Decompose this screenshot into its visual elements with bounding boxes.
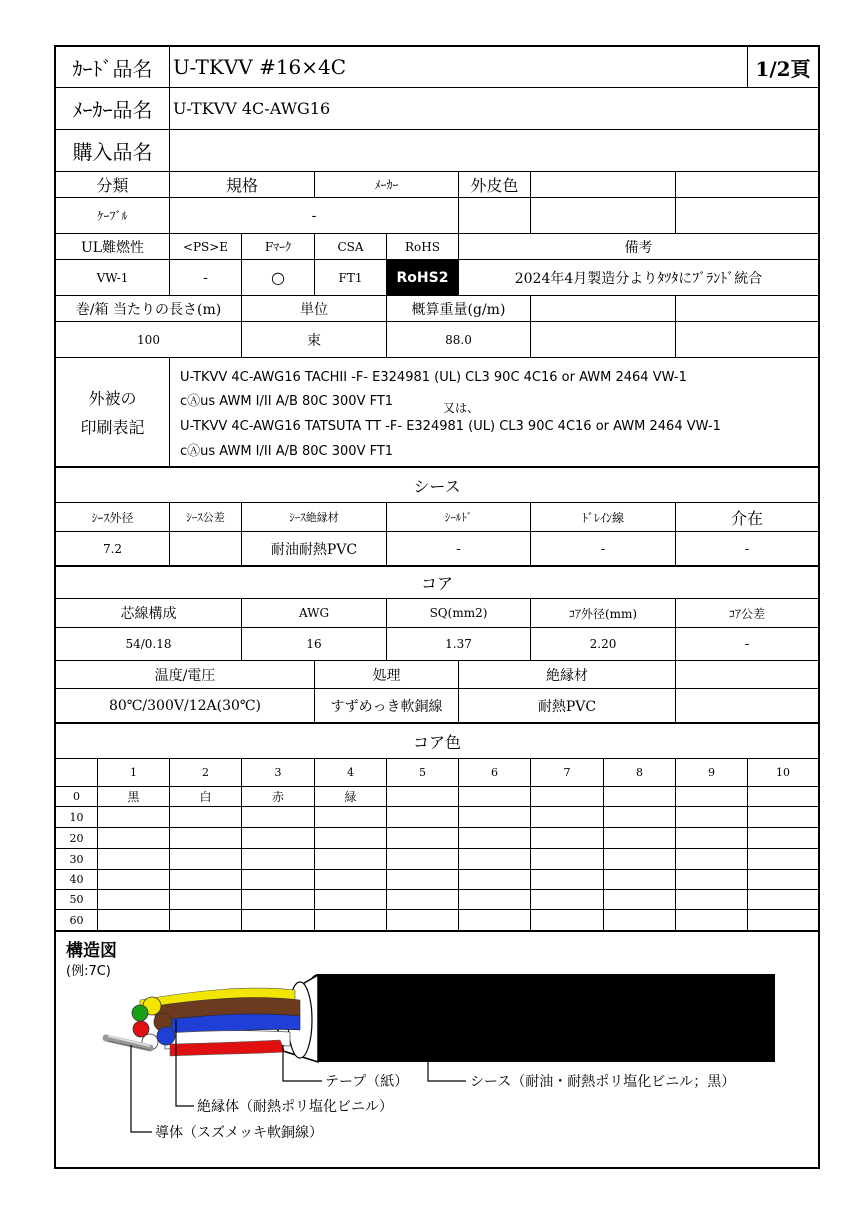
f-mark-header: Fﾏｰｸ xyxy=(264,240,292,254)
sq-header: SQ(mm2) xyxy=(429,606,488,620)
ul-flame-value: VW-1 xyxy=(96,270,129,285)
unit-value: 束 xyxy=(307,332,321,349)
color-cell: 緑 xyxy=(344,790,357,804)
unit-header: 単位 xyxy=(300,301,328,318)
outer-color-header: 外皮色 xyxy=(470,176,519,195)
color-row-label: 60 xyxy=(69,913,84,927)
rohs-header: RoHS xyxy=(405,239,440,254)
insulated-cores xyxy=(132,988,300,1056)
sheath-label: シース（耐油・耐熱ポリ塩化ビニル；黒） xyxy=(470,1074,736,1090)
sheath-material-header: ｼｰｽ絶縁材 xyxy=(289,511,339,524)
reel-length-value: 100 xyxy=(137,332,160,347)
color-row-label: 40 xyxy=(69,873,84,886)
tape-label: テープ（紙） xyxy=(325,1074,409,1090)
rohs-badge: RoHS2 xyxy=(387,260,458,295)
temp-voltage-header: 温度/電圧 xyxy=(154,667,216,684)
color-col-header: 10 xyxy=(776,766,790,779)
weight-value: 88.0 xyxy=(445,332,472,347)
ul-flame-header: UL難燃性 xyxy=(80,239,145,256)
color-col-header: 5 xyxy=(419,766,426,779)
weight-header: 概算重量(g/m) xyxy=(411,301,506,318)
insulator-label: 絶縁体（耐熱ポリ塩化ビニル） xyxy=(197,1099,393,1115)
printing-line-1: U-TKVV 4C-AWG16 TACHII -F- E324981 (UL) CL3 90C 4C16 or AWM 2464 VW-1 xyxy=(180,370,687,385)
structure-title: 構造図 xyxy=(66,940,117,959)
sheath-section-title: シース xyxy=(413,476,461,496)
printing-label-1: 外被の xyxy=(88,388,137,408)
csa-header: CSA xyxy=(337,239,364,254)
sheath-tol-header: ｼｰｽ公差 xyxy=(186,511,225,524)
pse-header: <PS>E xyxy=(182,239,229,254)
printing-line-3: U-TKVV 4C-AWG16 TATSUTA TT -F- E324981 (UL) CL3 90C 4C16 or AWM 2464 VW-1 xyxy=(180,419,721,434)
maker-name-value: U-TKVV 4C-AWG16 xyxy=(173,99,331,118)
treatment-header: 処理 xyxy=(372,667,401,684)
sheath-od-value: 7.2 xyxy=(102,541,123,556)
color-row-label: 20 xyxy=(69,831,84,845)
core-od-value: 2.20 xyxy=(589,637,617,651)
sheath-body xyxy=(318,974,775,1062)
color-col-header: 6 xyxy=(491,766,498,779)
page-number: 1/2頁 xyxy=(755,56,811,81)
sheath-od-header: ｼｰｽ外径 xyxy=(91,510,134,525)
drain-header: ﾄﾞﾚｲﾝ線 xyxy=(581,510,624,525)
color-cell: 黒 xyxy=(127,790,140,804)
color-cell: 白 xyxy=(199,790,212,804)
csa-value: FT1 xyxy=(338,270,363,285)
card-name-label: ｶｰﾄﾞ品名 xyxy=(72,56,153,81)
printing-or: 又は、 xyxy=(443,401,480,415)
color-row-label: 0 xyxy=(73,790,80,803)
strand-header: 芯線構成 xyxy=(120,606,177,622)
shield-value: - xyxy=(456,540,461,557)
insulation-header: 絶縁材 xyxy=(546,667,588,684)
purchase-name-label: 購入品名 xyxy=(72,140,153,164)
shield-header: ｼｰﾙﾄﾞ xyxy=(444,511,473,524)
printing-line-2: cⒶus AWM I/II A/B 80C 300V FT1 xyxy=(180,394,394,409)
color-cell: 赤 xyxy=(271,790,284,804)
strand-value: 54/0.18 xyxy=(125,637,172,651)
color-col-header: 8 xyxy=(636,766,643,779)
category-value: ｹｰﾌﾞﾙ xyxy=(97,209,128,223)
pse-value: - xyxy=(203,269,208,286)
category-header: 分類 xyxy=(96,176,129,195)
core-od-header: ｺｱ外径(mm) xyxy=(568,606,638,621)
color-col-header: 4 xyxy=(347,766,354,779)
color-row-label: 30 xyxy=(69,852,84,866)
sq-value: 1.37 xyxy=(445,637,472,651)
core-tol-value: - xyxy=(744,636,750,652)
filler-value: - xyxy=(744,540,750,557)
spec-value: - xyxy=(311,207,317,224)
structure-example: (例:7C) xyxy=(66,963,111,978)
maker-name-label: ﾒｰｶｰ品名 xyxy=(72,98,153,122)
f-mark-value: ○ xyxy=(271,268,285,287)
color-col-header: 7 xyxy=(563,766,571,779)
color-col-header: 1 xyxy=(130,766,137,779)
core-tol-header: ｺｱ公差 xyxy=(728,606,765,621)
color-col-header: 9 xyxy=(708,766,715,779)
core-color-section-title: コア色 xyxy=(412,732,461,752)
maker-header: ﾒｰｶｰ xyxy=(374,178,399,192)
insulation-value: 耐熱PVC xyxy=(537,698,597,715)
color-row-label: 10 xyxy=(69,810,84,824)
color-col-header: 2 xyxy=(202,766,209,779)
sheath-material-value: 耐油耐熱PVC xyxy=(270,541,358,558)
color-row-label: 50 xyxy=(69,893,84,906)
treatment-value: すずめっき軟銅線 xyxy=(330,698,443,715)
awg-value: 16 xyxy=(306,637,322,651)
card-name-value: U-TKVV #16×4C xyxy=(173,55,347,79)
printing-line-4: cⒶus AWM I/II A/B 80C 300V FT1 xyxy=(180,444,394,459)
remarks-header: 備考 xyxy=(624,239,653,256)
color-col-header: 3 xyxy=(274,766,282,779)
spec-header: 規格 xyxy=(225,176,258,195)
awg-header: AWG xyxy=(298,606,330,620)
filler-header: 介在 xyxy=(730,508,763,528)
reel-length-header: 巻/箱 当たりの長さ(m) xyxy=(75,301,222,318)
temp-voltage-value: 80℃/300V/12A(30℃) xyxy=(108,697,262,714)
printing-label-2: 印刷表記 xyxy=(80,417,145,437)
conductor-label: 導体（スズメッキ軟銅線） xyxy=(155,1125,323,1141)
remarks-value: 2024年4月製造分よりﾀﾂﾀにﾌﾞﾗﾝﾄﾞ統合 xyxy=(514,270,763,287)
drain-value: - xyxy=(600,540,606,557)
core-section-title: コア xyxy=(420,574,453,593)
